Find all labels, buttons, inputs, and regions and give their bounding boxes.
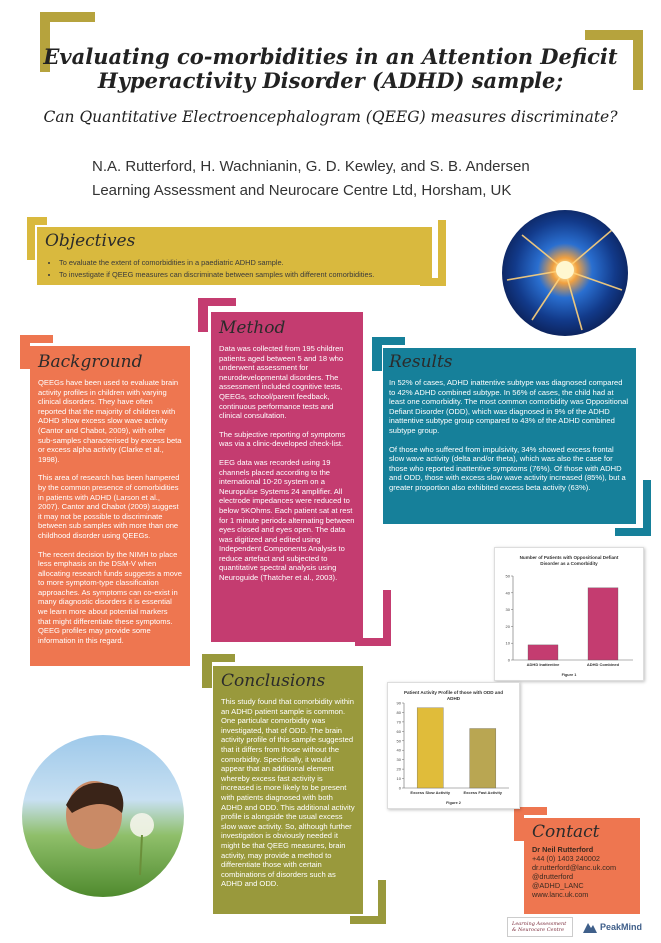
lanc-logo-text: Learning Assessment & Neurocare Centre — [512, 921, 567, 933]
x-tick-label: ADHD Combined — [586, 662, 620, 667]
contact-phone: +44 (0) 1403 240002 — [532, 854, 600, 863]
method-paragraph: The subjective reporting of symptoms was via a clinic-developed check-list. — [219, 429, 346, 449]
results-box — [383, 348, 636, 524]
chart-title: Number of Patients with Oppositional Defiant — [519, 555, 619, 560]
method-box — [211, 312, 363, 642]
child-drawing — [22, 735, 184, 897]
chart-1-svg — [495, 548, 643, 680]
objective-item: • To investigate if QEEG measures can discriminate between samples with different comorbidities. — [59, 269, 424, 281]
contact-twitter-lanc[interactable]: @ADHD_LANC — [532, 881, 584, 890]
bar — [588, 588, 618, 660]
objectives-list — [45, 257, 424, 281]
neuron-drawing — [502, 210, 628, 336]
bar — [417, 708, 443, 788]
chart-title: ADHD — [446, 696, 461, 701]
chart-figure-1 — [494, 547, 644, 681]
contact-box — [524, 818, 640, 914]
x-tick-label: Excess Slow Activity — [410, 790, 451, 795]
author-block — [92, 155, 530, 203]
poster-title-line1: Evaluating co-morbidities in an Attention Deficit — [43, 44, 618, 69]
poster-title — [0, 45, 661, 93]
chart-caption: Figure 2 — [446, 801, 461, 805]
y-tick-label: 60 — [396, 728, 401, 734]
y-tick-label: 20 — [396, 766, 401, 772]
y-tick-label: 90 — [396, 700, 401, 706]
conclusions-heading: Conclusions — [221, 671, 326, 691]
peakmind-icon — [582, 920, 598, 934]
y-tick-label: 40 — [505, 590, 510, 596]
y-tick-label: 80 — [396, 709, 401, 715]
method-paragraph: Data was collected from 195 children patients aged between 5 and 18 who underwent assessment for neurodevelopmental disorders. The assessment included cognitive tests, QEEGs, school/parent feedback, continuous performance tests and clinical consultation. — [219, 344, 344, 421]
y-tick-label: 0 — [398, 785, 401, 791]
y-tick-label: 50 — [505, 573, 510, 579]
contact-website[interactable]: www.lanc.uk.com — [532, 890, 589, 899]
neuron-image — [502, 210, 628, 336]
peakmind-logo — [582, 918, 644, 936]
y-tick-label: 40 — [396, 747, 401, 753]
y-tick-label: 10 — [396, 776, 401, 782]
objectives-box — [37, 227, 432, 285]
method-heading: Method — [219, 318, 286, 338]
y-tick-label: 50 — [396, 738, 401, 744]
y-tick-label: 0 — [507, 657, 510, 663]
bar — [470, 729, 496, 789]
contact-heading: Contact — [532, 822, 600, 842]
y-tick-label: 30 — [396, 757, 401, 763]
background-paragraph: This area of research has been hampered by the common presence of comorbidities in patients with ADHD (Larson et al., 2007). Cantor and Chabot (2009) suggest it may not be possible to discriminate between sub samples with more than one childhood disorder using QEEGs. — [38, 473, 180, 540]
contact-twitter-personal[interactable]: @drutterford — [532, 872, 574, 881]
background-box — [30, 346, 190, 666]
y-tick-label: 30 — [505, 607, 510, 613]
child-dandelion-image — [22, 735, 184, 897]
y-tick-label: 10 — [505, 640, 510, 646]
results-paragraph: Of those who suffered from impulsivity, 34% showed excess frontal slow wave activity (delta and/or theta), which was also the case for those who reported inattentive symptoms (76%). Of those with ADHD and ODD, those with excess slow wave activity increased (85%), but a greater proportion also exhibited excess beta activity (63%). — [389, 444, 626, 492]
background-paragraph: The recent decision by the NIMH to place less emphasis on the DSM-V when allocating research funds suggests a move to more symptom-type classification approaches. As symptoms can co-exist in many diagnostic disorders it is essential we learn more about potential markers that might differentiate these symptoms. QEEG profiles may provide some information in this regard. — [38, 549, 182, 645]
objective-item: • To evaluate the extent of comorbidities in a paediatric ADHD sample. — [59, 257, 424, 269]
x-tick-label: ADHD Inattentive — [526, 662, 560, 667]
chart-title: Patient Activity Profile of those with ODD and — [403, 690, 504, 695]
results-paragraph: In 52% of cases, ADHD inattentive subtype was diagnosed compared to 42% ADHD combined subtype. In 56% of cases, the child had at least one comorbidity. The most common comorbidity was Oppositional Defiant Disorder (ODD), which was diagnosed in 9% of the ADHD inattentive subtype group compared to 43% of the ADHD combined subtype group. — [389, 378, 629, 435]
y-tick-label: 20 — [505, 623, 510, 629]
affiliation: Learning Assessment and Neurocare Centre Ltd, Horsham, UK — [92, 182, 512, 199]
background-paragraph: QEEGs have been used to evaluate brain activity profiles in children with varying clinical disorders. They have often reported that the majority of children with ADHD show excess slow wave activity (Cantor and Chabot, 2009), with other sub-samples characterised by excess beta or excess alpha activity (Clarke et al., 1998). — [38, 378, 182, 464]
x-tick-label: Excess Fast Activity — [463, 790, 503, 795]
method-paragraph: EEG data was recorded using 19 channels placed according to the international 10-20 system on a Neuropulse Systems 24 amplifier. All electrode impedances were reduced to below 5KOhms. Each patient sat at rest for 1 minute periods alternating between eyes closed and eyes open. The data was digitized and edited using Independent Components Analysis to reduce artefact and subjected to quantitative spectral analysis using Neuroguide (Thatcher et al., 2003). — [219, 457, 355, 583]
background-heading: Background — [38, 352, 143, 372]
conclusions-paragraph: This study found that comorbidity within an ADHD patient sample is common. One particular comorbidity was investigated, that of ODD. The brain activity profile of this sample suggested that it differs from those without the comorbidity. Specifically, it would appear that an additional element whereby excess fast activity is increased is more likely to be present with patients diagnosed with both ADHD and ODD. This additional activity profile is alongside the usual excess slow wave activity. So, although further investigation is obviously needed it might be that QEEG measures, brain activity, may provide a method to differentiate those with certain combinations of disorders such as ADHD and ODD. — [221, 697, 355, 889]
chart-title: Disorder as a Comorbidity — [540, 561, 598, 566]
chart-caption: Figure 1 — [561, 673, 577, 677]
bar — [528, 645, 558, 660]
chart-2-svg — [388, 683, 519, 808]
lanc-logo — [507, 917, 573, 937]
contact-name: Dr Neil Rutterford — [532, 845, 594, 854]
peakmind-logo-text: PeakMind — [600, 922, 643, 932]
conclusions-box — [213, 666, 363, 914]
poster-subtitle: Can Quantitative Electroencephalogram (QEEG) measures discriminate? — [43, 108, 618, 126]
contact-email[interactable]: dr.rutterford@lanc.uk.com — [532, 863, 617, 872]
poster-title-line2: Hyperactivity Disorder (ADHD) sample; — [97, 68, 564, 93]
objectives-heading: Objectives — [45, 231, 136, 251]
y-tick-label: 70 — [396, 719, 401, 725]
results-heading: Results — [389, 352, 453, 372]
chart-figure-2 — [387, 682, 520, 809]
authors: N.A. Rutterford, H. Wachnianin, G. D. Kewley, and S. B. Andersen — [92, 158, 530, 175]
